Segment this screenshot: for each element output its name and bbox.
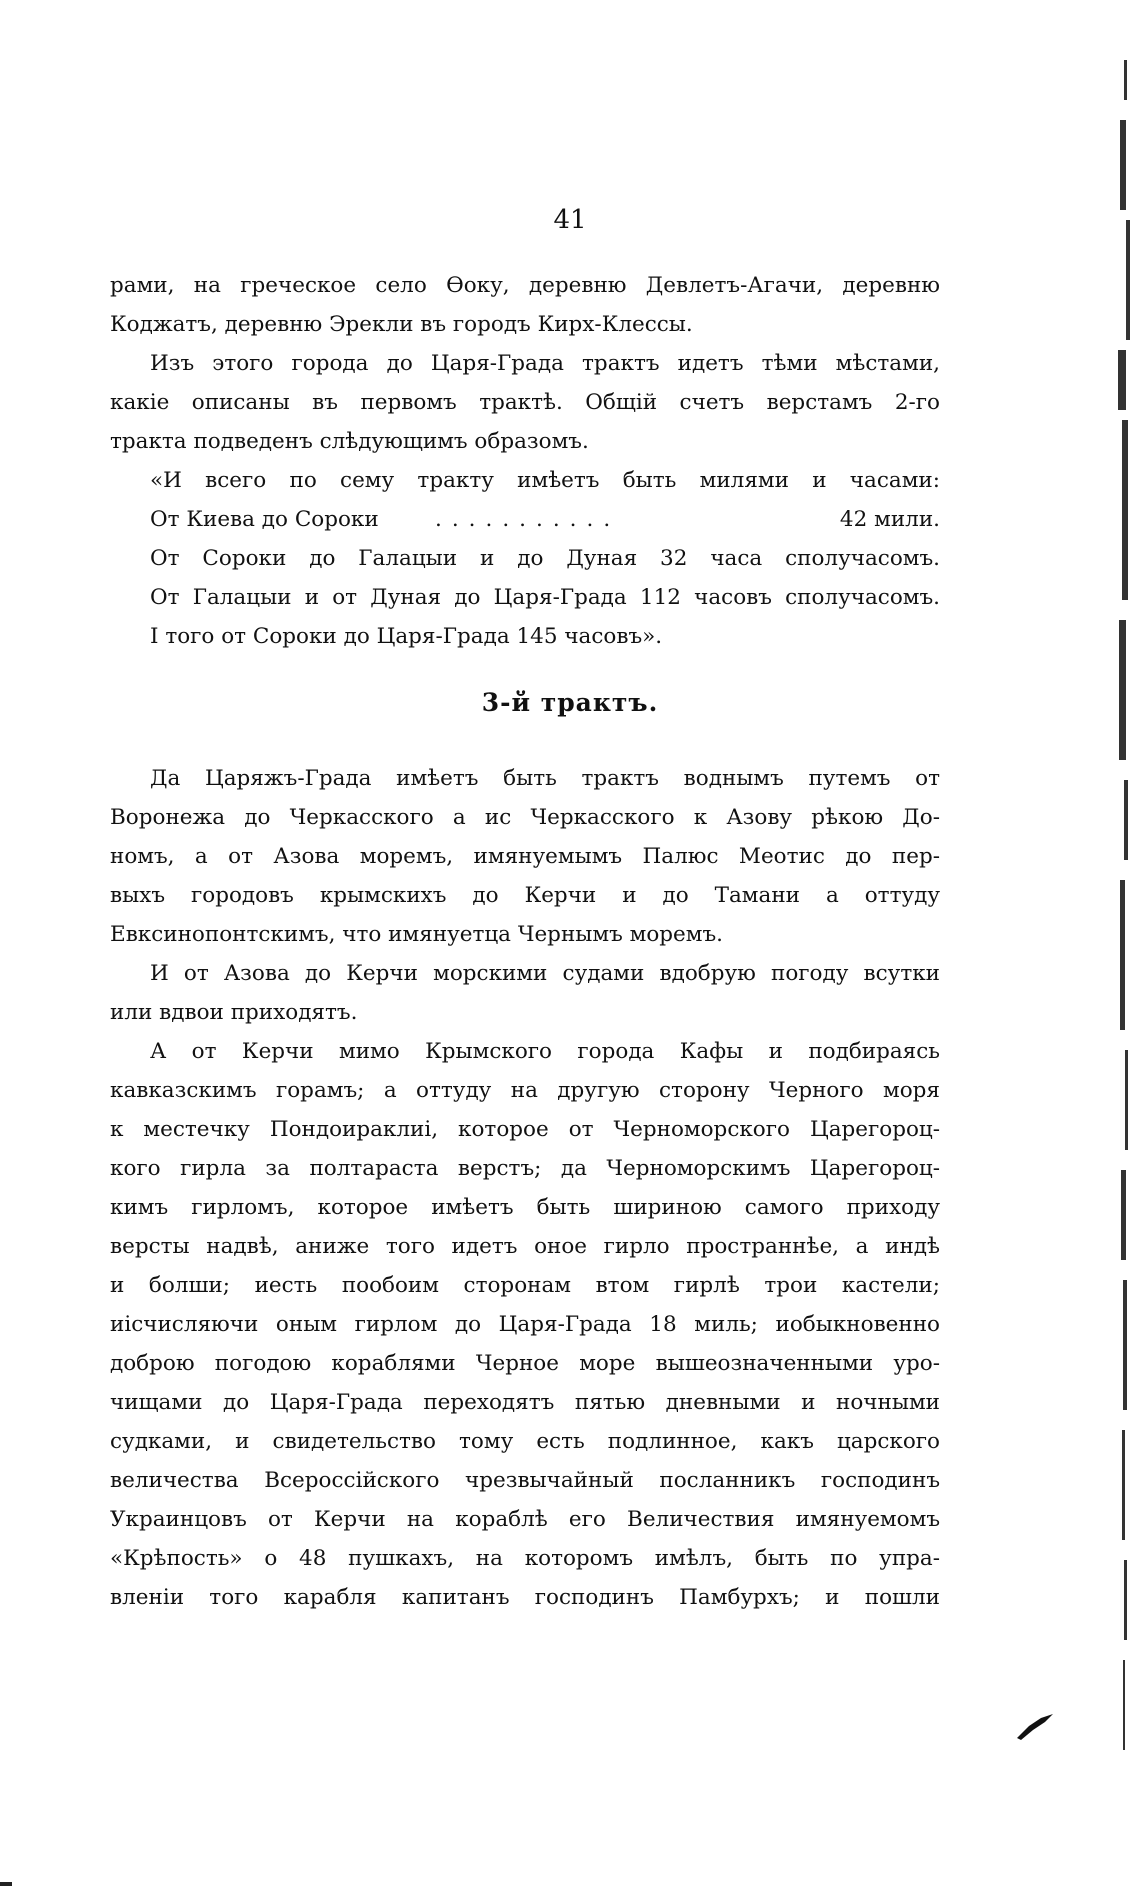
page-number: 41 (553, 205, 587, 235)
para4-line-1: И от Азова до Керчи морскими судами вдобрую погоду всутки (150, 961, 940, 986)
para2-line-3: тракта подведенъ слѣдующимъ образомъ. (110, 429, 589, 454)
para3-line-4: выхъ городовъ крымскихъ до Керчи и до Тамани а оттуду (110, 883, 940, 908)
para5-line-1: А от Керчи мимо Крымского города Кафы и подбираясь (150, 1039, 940, 1064)
para5-line-9: доброю погодою кораблями Черное море вышеозначенными уро- (110, 1351, 940, 1376)
para5-line-12: величества Всероссійского чрезвычайный посланникъ господинъ (110, 1468, 940, 1493)
para3-line-3: номъ, а от Азова моремъ, имянуемымъ Палюс Меотис до пер- (110, 844, 940, 869)
para5-line-5: кимъ гирломъ, которое имѣетъ быть шириною самого приходу (110, 1195, 940, 1220)
para5-line-11: судками, и свидетельство тому есть подлинное, какъ царского (110, 1429, 940, 1454)
para4-line-2: или вдвои приходятъ. (110, 1000, 358, 1025)
para5-line-8: иісчисляючи оным гирлом до Царя-Града 18 миль; иобыкновенно (110, 1312, 940, 1337)
para5-line-2: кавказскимъ горамъ; а оттуду на другую сторону Черного моря (110, 1078, 940, 1103)
quote-intro: «И всего по сему тракту имѣетъ быть милями и часами: (150, 468, 940, 493)
para5-line-3: к местечку Пондоираклиі, которое от Черноморского Царегороц- (110, 1117, 940, 1142)
quote-row-3: От Галацыи и от Дуная до Царя-Града 112 часовъ сполучасомъ. (150, 585, 940, 610)
para5-line-7: и болши; иесть пообоим сторонам втом гирлѣ трои кастели; (110, 1273, 940, 1298)
para5-line-4: кого гирла за полтараста верстъ; да Черноморскимъ Царегороц- (110, 1156, 940, 1181)
quote-row-2: От Сороки до Галацыи и до Дуная 32 часа сполучасомъ. (150, 546, 940, 571)
quote-row-1-value: 42 мили. (839, 507, 940, 532)
para1-line-1: рами, на греческое село Өоку, деревню Девлетъ-Агачи, деревню (110, 273, 940, 298)
page-edge-bleed (1110, 60, 1140, 1780)
quote-row-1-label: От Киева до Сороки (150, 507, 379, 532)
quote-row-1 (150, 506, 940, 534)
ink-mark (1015, 1712, 1055, 1742)
section-heading: 3-й трактъ. (481, 688, 659, 717)
quote-row-1-dots: ........... (435, 507, 621, 532)
para5-line-14: «Крѣпость» о 48 пушкахъ, на которомъ имѣлъ, быть по упра- (110, 1546, 940, 1571)
para5-line-15: вленіи того карабля капитанъ господинъ Памбурхъ; и пошли (110, 1585, 940, 1610)
para5-line-10: чищами до Царя-Града переходятъ пятью дневными и ночными (110, 1390, 940, 1415)
para1-line-2: Коджатъ, деревню Эрекли въ городъ Кирх-Клессы. (110, 312, 693, 337)
para5-line-13: Украинцовъ от Керчи на кораблѣ его Величествия имянуемомъ (110, 1507, 940, 1532)
para3-line-2: Воронежа до Черкасского а ис Черкасского к Азову рѣкою До- (110, 805, 940, 830)
quote-row-4: І того от Сороки до Царя-Града 145 часовъ». (150, 624, 663, 649)
para2-line-2: какіе описаны въ первомъ трактѣ. Общій счетъ верстамъ 2-го (110, 390, 940, 415)
corner-mark (0, 1880, 14, 1890)
para5-line-6: версты надвѣ, аниже того идетъ оное гирло пространнѣе, а индѣ (110, 1234, 940, 1259)
para2-line-1: Изъ этого города до Царя-Града трактъ идетъ тѣми мѣстами, (150, 351, 940, 376)
para3-line-1: Да Царяжъ-Града имѣетъ быть трактъ воднымъ путемъ от (150, 766, 940, 791)
para3-line-5: Евксинопонтскимъ, что имянуетца Чернымъ моремъ. (110, 922, 724, 947)
